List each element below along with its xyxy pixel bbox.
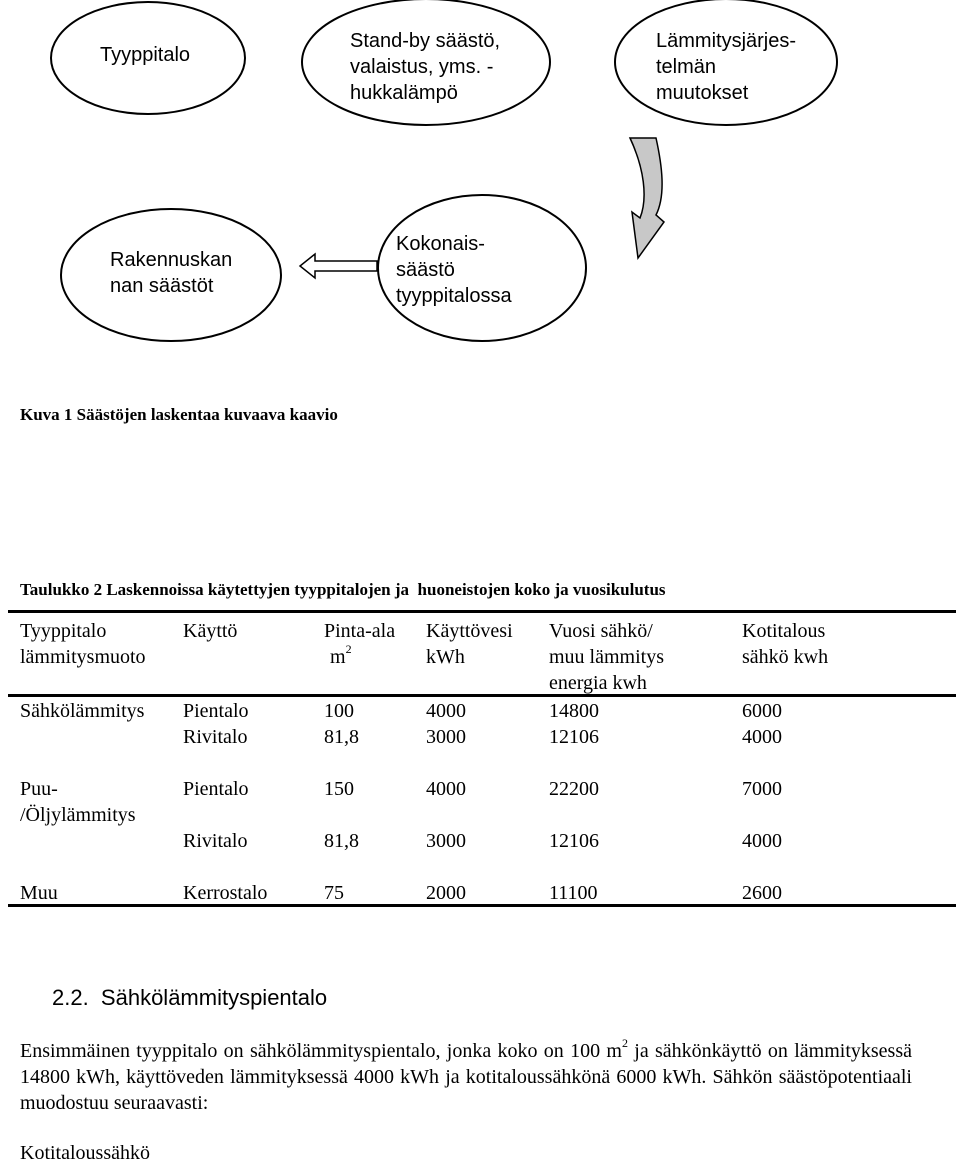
node-standby: Stand-by säästö, valaistus, yms. - hukkalämpö bbox=[350, 30, 501, 104]
subheading: Kotitaloussähkö bbox=[20, 1142, 150, 1164]
header-water: Käyttövesi kWh bbox=[426, 620, 513, 668]
left-arrow-icon bbox=[300, 254, 377, 278]
table-header-rule bbox=[8, 694, 956, 697]
body-paragraph: Ensimmäinen tyyppitalo on sähkölämmityspientalo, jonka koko on 100 $m^2$ ja sähkönkäyttö on lämmityksessä 14800 kWh, käyttöveden lämmityksessä 4000 kWh ja kotitaloussähkönä 6000 kWh. Sähkön säästöpotentiaali muodostuu seuraavasti: bbox=[20, 1036, 912, 1114]
header-annual-energy: Vuosi sähkö/ muu lämmitys energia kwh bbox=[549, 620, 664, 694]
table-bottom-rule bbox=[8, 904, 956, 907]
node-lammitys: Lämmitysjärjes- telmän muutokset bbox=[656, 30, 797, 104]
header-use: Käyttö bbox=[183, 620, 238, 642]
node-rakennus: Rakennuskan nan säästöt bbox=[110, 249, 233, 297]
table-caption: Taulukko 2 Laskennoissa käytettyjen tyyppitalojen ja huoneistojen koko ja vuosikulutus bbox=[20, 580, 666, 599]
header-household: Kotitalous sähkö kwh bbox=[742, 620, 829, 668]
curved-arrow-icon bbox=[630, 138, 664, 258]
table-top-rule bbox=[8, 610, 956, 613]
node-tyyppitalo: Tyyppitalo bbox=[100, 44, 191, 66]
header-area: Pinta-ala $m^2$ bbox=[324, 620, 396, 668]
node-kokonais: Kokonais- säästö tyyppitalossa bbox=[396, 233, 512, 307]
figure-caption: Kuva 1 Säästöjen laskentaa kuvaava kaavio bbox=[20, 405, 338, 424]
header-type: Tyyppitalo lämmitysmuoto bbox=[20, 620, 146, 668]
section-heading: 2.2. Sähkölämmityspientalo bbox=[52, 985, 328, 1010]
